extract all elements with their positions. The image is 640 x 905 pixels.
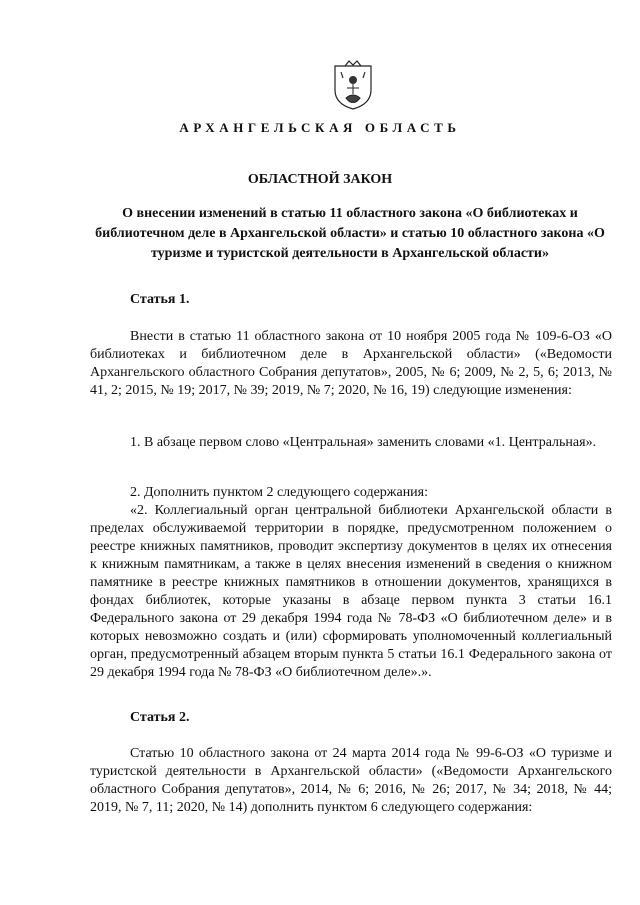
law-title: О внесении изменений в статью 11 областного закона «О библиотеках и библиотечном деле в Архангельской области» и статью 10 областного закона «О туризме и туристской деятельности в Архангельской области» — [95, 206, 605, 261]
coat-of-arms-icon — [329, 60, 377, 110]
article-1-item-1: 1. В абзаце первом слово «Центральная» заменить словами «1. Центральная». — [130, 435, 597, 450]
article-1-intro: Внести в статью 11 областного закона от 10 ноября 2005 года № 109-6-ОЗ «О библиотеках и библиотечном деле в Архангельской области» («Ведомости Архангельского областного Собрания депутатов», 2005, № 6; 2009, № 2, 5, 6; 2013, № 41, 2; 2015, № 19; 2017, № 39; 2019, № 7; 2020, № 16, 19) следующие изменения: — [90, 329, 612, 398]
article-1-item-2: 2. Дополнить пунктом 2 следующего содержания: — [130, 485, 429, 500]
region-name: АРХАНГЕЛЬСКАЯ ОБЛАСТЬ — [179, 120, 461, 135]
law-type-heading: ОБЛАСТНОЙ ЗАКОН — [247, 172, 393, 187]
article-2-intro: Статью 10 областного закона от 24 марта 2014 года № 99-6-ОЗ «О туризме и туристской деятельности в Архангельской области» («Ведомости Архангельского областного Собрания депутатов», 2014, № 6; 2016, № 26; 2017, № 34; 2018, № 44; 2019, № 7, 11; 2020, № 14) дополнить пунктом 6 следующего содержания: — [90, 746, 612, 815]
article-2-heading: Статья 2. — [130, 710, 190, 725]
article-1-item-2-text: «2. Коллегиальный орган центральной библиотеки Архангельской области в пределах обслуживаемой территории в порядке, предусмотренном положением о реестре книжных памятников, проводит экспертизу документов в целях их отнесения к книжным памятникам, а также в целях внесения изменений в сведения о книжном памятнике в реестре книжных памятников в отношении документов, хранящихся в фондах библиотек, которые указаны в абзаце первом пункта 3 статьи 16.1 Федерального закона от 29 декабря 1994 года № 78-ФЗ «О библиотечном деле» и в которых невозможно создать и (или) сформировать уполномоченный коллегиальный орган, предусмотренный абзацем вторым пункта 5 статьи 16.1 Федерального закона от 29 декабря 1994 года № 78-ФЗ «О библиотечном деле».». — [90, 503, 612, 680]
article-1-heading: Статья 1. — [130, 292, 190, 307]
